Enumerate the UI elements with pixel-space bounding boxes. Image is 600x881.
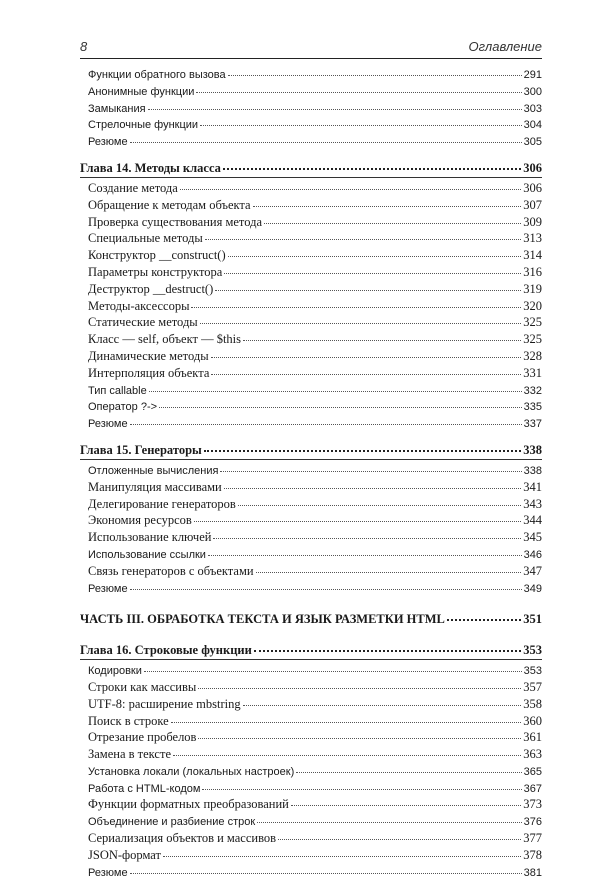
toc-entry-title: Замыкания [88,102,146,115]
toc-entry-title: Деструктор __destruct() [88,281,214,296]
leader-dots [243,694,522,706]
leader-dots [220,460,521,472]
toc-entry[interactable] [80,580,542,597]
toc-section-top [80,66,542,150]
toc-entry[interactable] [80,415,542,432]
toc-entry-page: 378 [523,847,542,862]
leader-dots [211,346,522,358]
toc-entry-page: 344 [523,513,542,528]
toc-entry-page: 363 [523,747,542,762]
running-title: Оглавление [468,39,542,54]
chapter-page: 306 [523,160,542,175]
toc-entry-title: Отрезание пробелов [88,730,197,745]
chapter-14 [80,159,542,432]
toc-entry-title: Сериализация объектов и массивов [88,831,277,846]
leader-dots [130,578,522,590]
toc-entry-title: Тип callable [88,384,147,397]
leader-dots [130,413,522,425]
leader-dots [296,761,521,773]
toc-entry[interactable] [80,864,542,881]
toc-entry-title: Экономия ресурсов [88,513,192,528]
toc-entry-title: Резюме [88,418,128,431]
chapter-16 [80,641,542,880]
leader-dots [224,262,521,274]
toc-entry-title: Параметры конструктора [88,264,223,279]
leader-dots [215,279,521,291]
chapter-title: Глава 15. Генераторы [80,442,202,457]
leader-dots [198,677,521,689]
toc-entry-page: 360 [523,713,542,728]
toc-entry-title: Обращение к методам объекта [88,197,251,212]
leader-dots [173,744,521,756]
leader-dots [447,608,521,621]
toc-entry-page: 325 [523,332,542,347]
leader-dots [130,131,522,143]
toc-entry[interactable] [80,133,542,150]
toc-entry-title: Строки как массивы [88,679,197,694]
leader-dots [202,778,521,790]
chapter-title: Глава 14. Методы класса [80,160,221,175]
leader-dots [200,114,522,126]
leader-dots [191,296,521,308]
leader-dots [208,544,522,556]
toc-entry-title: Специальные методы [88,231,203,246]
toc-entry-title: Связь генераторов с объектами [88,563,254,578]
toc-entry-page: 305 [523,136,542,149]
leader-dots [238,494,521,506]
leader-dots [264,212,521,224]
toc-entry-page: 320 [523,298,542,313]
toc-entry-page: 345 [523,530,542,545]
toc-entry-title: Замена в тексте [88,747,171,762]
chapter-page: 338 [523,442,542,457]
toc-entry-title: Манипуляция массивами [88,479,222,494]
leader-dots [194,510,521,522]
toc-entry-page: 353 [523,665,542,678]
chapter-heading[interactable] [80,441,542,458]
toc-entry-page: 341 [523,479,542,494]
toc-entry-page: 313 [523,231,542,246]
toc-entry-title: Использование ссылки [88,548,206,561]
toc-entry-title: Оператор ?-> [88,401,158,414]
toc-entry-page: 367 [523,782,542,795]
toc-entry-title: Класс — self, объект — $this [88,332,242,347]
toc-entry-page: 300 [523,85,542,98]
toc-entry-page: 331 [523,365,542,380]
toc-entry-page: 307 [523,197,542,212]
toc-entry-page: 332 [523,384,542,397]
toc-entry-page: 373 [523,797,542,812]
page-number: 8 [80,39,88,54]
leader-dots [224,477,522,489]
toc-entry-page: 376 [523,816,542,829]
toc-entry-title: Методы-аксессоры [88,298,190,313]
toc-entry-title: Отложенные вычисления [88,464,219,477]
toc-entry-title: Проверка существования метода [88,214,262,229]
toc-entry-title: Анонимные функции [88,85,195,98]
toc-entry-page: 358 [523,696,542,711]
leader-dots [159,396,522,408]
toc-entry-page: 357 [523,679,542,694]
leader-dots [196,81,521,93]
toc-entry-page: 338 [523,464,542,477]
toc-entry-page: 314 [523,248,542,263]
part-heading[interactable] [80,610,542,627]
toc-entry-page: 325 [523,315,542,330]
toc-entry-title: Работа с HTML-кодом [88,782,201,795]
toc-entry-page: 349 [523,582,542,595]
leader-dots [257,811,521,823]
chapter-heading[interactable] [80,641,542,658]
leader-dots [204,439,521,452]
leader-dots [228,64,522,76]
toc-entry-page: 381 [523,866,542,879]
toc-entry-title: Делегирование генераторов [88,496,236,511]
toc-entry-page: 328 [523,348,542,363]
toc-entry-page: 309 [523,214,542,229]
toc-entry-title: Резюме [88,582,128,595]
toc-entry-title: UTF-8: расширение mbstring [88,696,241,711]
chapter-15 [80,441,542,596]
chapter-title: Глава 16. Строковые функции [80,643,252,658]
toc-entry-title: Интерполяция объекта [88,365,210,380]
toc-entry-title: Установка локали (локальных настроек) [88,765,295,778]
leader-dots [205,228,522,240]
leader-dots [198,727,521,739]
toc-entry-title: Поиск в строке [88,713,169,728]
leader-dots [130,862,522,874]
leader-dots [163,845,521,857]
toc-entry-page: 306 [523,180,542,195]
toc-entry-page: 337 [523,418,542,431]
toc-entry-page: 303 [523,102,542,115]
toc-entry-title: Использование ключей [88,530,212,545]
toc-entry-title: Резюме [88,866,128,879]
leader-dots [200,312,522,324]
leader-dots [243,329,521,341]
part-title: ЧАСТЬ III. ОБРАБОТКА ТЕКСТА И ЯЗЫК РАЗМЕТКИ HTML [80,612,445,627]
toc-entry-page: 347 [523,563,542,578]
leader-dots [213,527,521,539]
toc-entry-page: 335 [523,401,542,414]
part-page: 351 [523,612,542,627]
leader-dots [171,711,522,723]
leader-dots [223,157,521,170]
leader-dots [211,363,521,375]
leader-dots [180,178,521,190]
table-of-contents [80,66,542,880]
chapter-page: 353 [523,643,542,658]
toc-entry-page: 365 [523,765,542,778]
leader-dots [256,561,522,573]
leader-dots [144,660,522,672]
toc-entry-title: Функции обратного вызова [88,69,226,81]
toc-entry-page: 291 [523,69,542,81]
chapter-heading[interactable] [80,159,542,176]
toc-entry-page: 304 [523,119,542,132]
toc-entry-title: Функции форматных преобразований [88,797,289,812]
toc-entry-title: Динамические методы [88,348,209,363]
toc-entry-title: Создание метода [88,180,178,195]
toc-entry-title: Объединение и разбиение строк [88,816,256,829]
toc-entry-title: Резюме [88,136,128,149]
toc-entry-page: 377 [523,831,542,846]
toc-entry-title: Стрелочные функции [88,119,199,132]
toc-entry-page: 346 [523,548,542,561]
toc-entry-title: Статические методы [88,315,198,330]
leader-dots [149,380,522,392]
toc-entry-title: Кодировки [88,665,142,678]
toc-entry-title: Конструктор __construct() [88,248,226,263]
leader-dots [228,245,522,257]
toc-entry-page: 361 [523,730,542,745]
leader-dots [278,828,521,840]
leader-dots [254,639,521,652]
leader-dots [253,195,522,207]
leader-dots [291,794,521,806]
toc-entry-page: 343 [523,496,542,511]
header-rule [80,58,542,59]
page-header [80,36,542,58]
toc-entry-page: 319 [523,281,542,296]
toc-entry-title: JSON-формат [88,847,161,862]
leader-dots [148,98,522,110]
toc-entry-page: 316 [523,264,542,279]
